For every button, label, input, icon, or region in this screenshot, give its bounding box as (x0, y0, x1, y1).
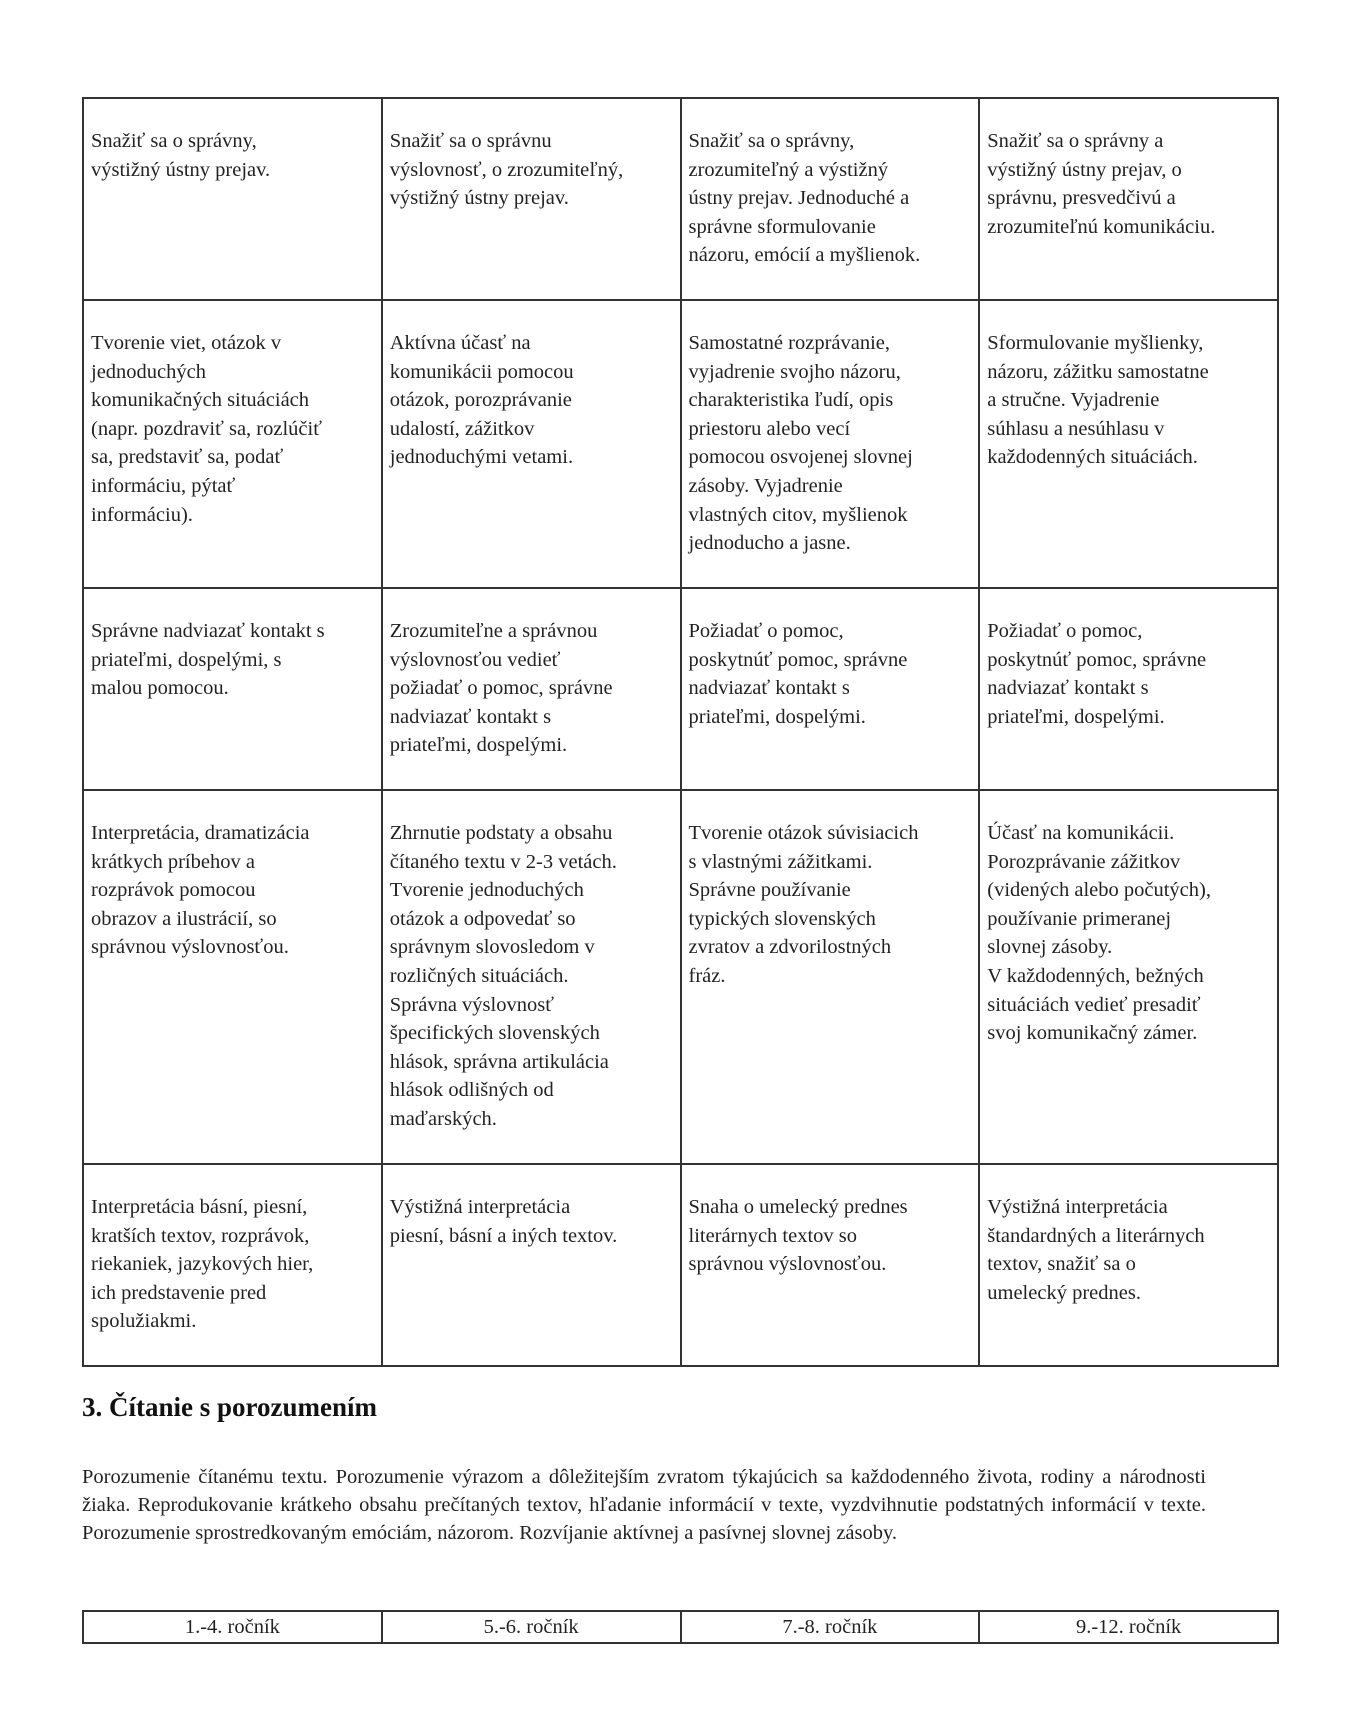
table-cell: Zrozumiteľne a správnou výslovnosťou vedieť požiadať o pomoc, správne nadviazať kontakt s priateľmi, dospelými. (382, 588, 681, 790)
grade-header-table (82, 1610, 1279, 1644)
grade-cell: 5.-6. ročník (382, 1611, 681, 1643)
table-cell: Správne nadviazať kontakt s priateľmi, dospelými, s malou pomocou. (83, 588, 382, 790)
grade-cell: 1.-4. ročník (83, 1611, 382, 1643)
table-cell: Interpretácia, dramatizácia krátkych príbehov a rozprávok pomocou obrazov a ilustrácií, so správnou výslovnosťou. (83, 790, 382, 1164)
table-cell: Snažiť sa o správnu výslovnosť, o zrozumiteľný, výstižný ústny prejav. (382, 98, 681, 300)
table-cell: Účasť na komunikácii. Porozprávanie zážitkov (videných alebo počutých), používanie primeranej slovnej zásoby. V každodenných, bežných situáciách vedieť presadiť svoj komunikačný zámer. (979, 790, 1278, 1164)
table-row (83, 300, 1278, 588)
table-row (83, 588, 1278, 790)
table-cell: Snaha o umelecký prednes literárnych textov so správnou výslovnosťou. (681, 1164, 980, 1366)
grade-cell: 9.-12. ročník (979, 1611, 1278, 1643)
table-row (83, 98, 1278, 300)
table-cell: Interpretácia básní, piesní, kratších textov, rozprávok, riekaniek, jazykových hier, ich predstavenie pred spolužiakmi. (83, 1164, 382, 1366)
table-cell: Zhrnutie podstaty a obsahu čítaného textu v 2-3 vetách. Tvorenie jednoduchých otázok a odpovedať so správnym slovosledom v rozličných situáciách. Správna výslovnosť špecifických slovenských hlások, správna artikulácia hlások odlišných od maďarských. (382, 790, 681, 1164)
table-cell: Samostatné rozprávanie, vyjadrenie svojho názoru, charakteristika ľudí, opis priestoru alebo vecí pomocou osvojenej slovnej zásoby. Vyjadrenie vlastných citov, myšlienok jednoducho a jasne. (681, 300, 980, 588)
grade-cell: 7.-8. ročník (681, 1611, 980, 1643)
table-cell: Aktívna účasť na komunikácii pomocou otázok, porozprávanie udalostí, zážitkov jednoduchými vetami. (382, 300, 681, 588)
table-cell: Požiadať o pomoc, poskytnúť pomoc, správne nadviazať kontakt s priateľmi, dospelými. (681, 588, 980, 790)
table-row (83, 790, 1278, 1164)
table-cell: Výstižná interpretácia štandardných a literárnych textov, snažiť sa o umelecký prednes. (979, 1164, 1278, 1366)
table-cell: Tvorenie viet, otázok v jednoduchých komunikačných situáciách (napr. pozdraviť sa, rozlúčiť sa, predstaviť sa, podať informáciu, pýtať informáciu). (83, 300, 382, 588)
section-paragraph: Porozumenie čítanému textu. Porozumenie výrazom a dôležitejším zvratom týkajúcich sa každodenného života, rodiny a národnosti žiaka. Reprodukovanie krátkeho obsahu prečítaných textov, hľadanie informácií v texte, vyzdvihnutie podstatných informácií v texte. Porozumenie sprostredkovaným emóciám, názorom. Rozvíjanie aktívnej a pasívnej slovnej zásoby. (82, 1466, 1206, 1544)
table-cell: Výstižná interpretácia piesní, básní a iných textov. (382, 1164, 681, 1366)
table-cell: Snažiť sa o správny, výstižný ústny prejav. (83, 98, 382, 300)
table-cell: Snažiť sa o správny a výstižný ústny prejav, o správnu, presvedčivú a zrozumiteľnú komunikáciu. (979, 98, 1278, 300)
table-cell: Snažiť sa o správny, zrozumiteľný a výstižný ústny prejav. Jednoduché a správne sformulovanie názoru, emócií a myšlienok. (681, 98, 980, 300)
table-cell: Požiadať o pomoc, poskytnúť pomoc, správne nadviazať kontakt s priateľmi, dospelými. (979, 588, 1278, 790)
table-row (83, 1164, 1278, 1366)
table-row (83, 1611, 1278, 1643)
table-cell: Sformulovanie myšlienky, názoru, zážitku samostatne a stručne. Vyjadrenie súhlasu a nesúhlasu v každodenných situáciách. (979, 300, 1278, 588)
competency-table (82, 97, 1279, 1367)
section-heading: 3. Čítanie s porozumením (82, 1392, 377, 1422)
table-cell: Tvorenie otázok súvisiacich s vlastnými zážitkami. Správne používanie typických slovenských zvratov a zdvorilostných fráz. (681, 790, 980, 1164)
